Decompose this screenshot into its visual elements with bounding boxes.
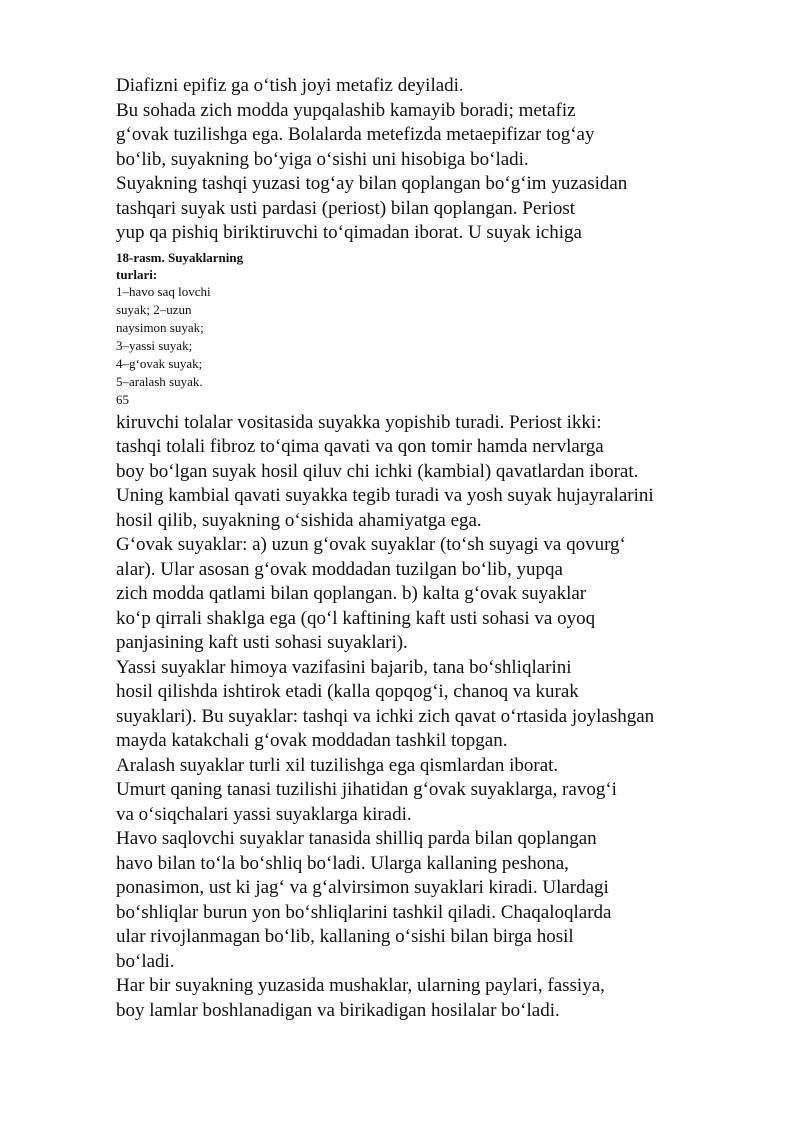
text-line: boy lamlar boshlanadigan va birikadigan hosilalar bo‘ladi. [116,999,560,1021]
text-line: tashqi tolali fibroz to‘qima qavati va qon tomir hamda nervlarga [116,436,604,457]
text-line: alar). Ular asosan g‘ovak moddadan tuzilgan bo‘lib, yupqa [116,558,563,580]
caption-title-line: turlari: [116,266,158,282]
caption-line: 4–g‘ovak suyak; [116,355,203,371]
text-line: zich modda qatlami bilan qoplangan. b) kalta g‘ovak suyaklar [116,583,587,604]
text-line: suyaklari). Bu suyaklar: tashqi va ichki zich qavat o‘rtasida joylashgan [116,705,655,727]
text-line: ular rivojlanmagan bo‘lib, kallaning o‘sishi bilan birga hosil [116,926,574,947]
figure-caption [116,249,736,409]
text-line: Yassi suyaklar himoya vazifasini bajarib, tana bo‘shliqlarini [116,656,572,678]
text-line: Diafizni epifiz ga o‘tish joyi metafiz deyiladi. [116,75,464,96]
paragraph-block-top [116,74,736,246]
caption-line: 1–havo saq lovchi [116,283,211,299]
paragraph-block-bottom [116,411,736,1024]
text-line: bo‘shliqlar burun yon bo‘shliqlarini tashkil qiladi. Chaqaloqlarda [116,901,612,923]
caption-line: naysimon suyak; [116,319,204,335]
text-line: tashqari suyak usti pardasi (periost) bilan qoplangan. Periost [116,197,576,219]
text-line: Havo saqlovchi suyaklar tanasida shilliq parda bilan qoplangan [116,828,597,849]
text-line: g‘ovak tuzilishga ega. Bolalarda metefizda metaepifizar tog‘ay [116,124,595,145]
text-line: mayda katakchali g‘ovak moddadan tashkil topgan. [116,730,508,751]
text-line: Uning kambial qavati suyakka tegib turadi va yosh suyak hujayralarini [116,485,654,506]
text-line: va o‘siqchalari yassi suyaklarga kiradi. [116,803,412,825]
text-line: G‘ovak suyaklar: a) uzun g‘ovak suyaklar (to‘sh suyagi va qovurg‘ [116,534,626,555]
caption-line: suyak; 2–uzun [116,301,192,317]
text-line: Umurt qaning tanasi tuzilishi jihatidan g‘ovak suyaklarga, ravog‘i [116,779,617,800]
text-line: hosil qilishda ishtirok etadi (kalla qopqog‘i, chanoq va kurak [116,681,579,702]
text-line: Bu sohada zich modda yupqalashib kamayib boradi; metafiz [116,99,576,121]
caption-line: 5–aralash suyak. [116,373,203,389]
text-line: kiruvchi tolalar vositasida suyakka yopishib turadi. Periost ikki: [116,411,602,433]
document-page [116,74,736,1023]
text-line: bo‘ladi. [116,950,175,972]
caption-line: 3–yassi suyak; [116,337,193,353]
text-line: Aralash suyaklar turli xil tuzilishga ega qismlardan iborat. [116,754,559,776]
text-line: Suyakning tashqi yuzasi tog‘ay bilan qoplangan bo‘g‘im yuzasidan [116,173,628,194]
caption-title-line: 18-rasm. Suyaklarning [116,249,244,265]
page-number: 65 [116,391,129,407]
text-line: panjasining kaft usti sohasi suyaklari). [116,632,408,653]
text-line: bo‘lib, suyakning bo‘yiga o‘sishi uni hisobiga bo‘ladi. [116,148,529,170]
text-line: yup qa pishiq biriktiruvchi to‘qimadan iborat. U suyak ichiga [116,222,582,243]
text-line: boy bo‘lgan suyak hosil qiluv chi ichki (kambial) qavatlardan iborat. [116,460,639,482]
text-line: Har bir suyakning yuzasida mushaklar, ularning paylari, fassiya, [116,975,605,996]
text-line: hosil qilib, suyakning o‘sishida ahamiyatga ega. [116,509,482,531]
text-line: ponasimon, ust ki jag‘ va g‘alvirsimon suyaklari kiradi. Ulardagi [116,877,609,898]
text-line: ko‘p qirrali shaklga ega (qo‘l kaftining kaft usti sohasi va oyoq [116,607,596,629]
text-line: havo bilan to‘la bo‘shliq bo‘ladi. Ularga kallaning peshona, [116,852,569,874]
